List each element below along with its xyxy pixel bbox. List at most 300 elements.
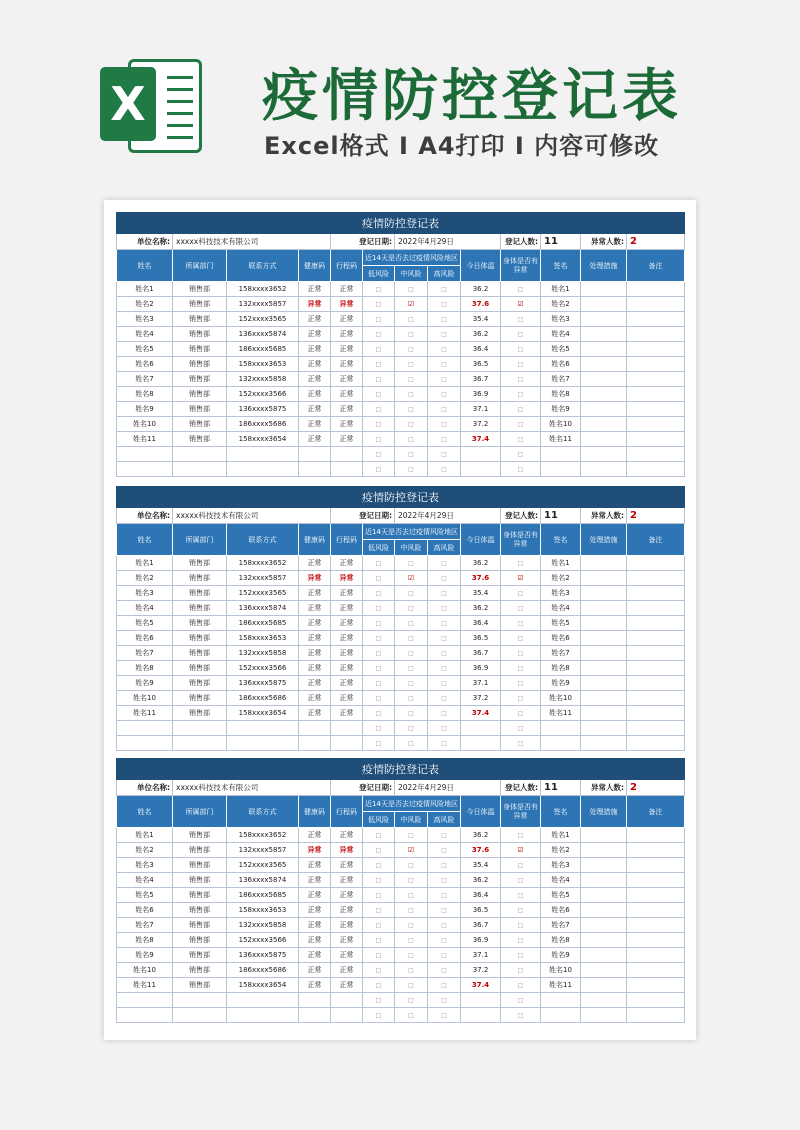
mid-risk-checkbox[interactable]: □: [395, 357, 428, 372]
cell-dept[interactable]: 销售部: [173, 888, 227, 903]
abnormal-checkbox[interactable]: □: [501, 888, 541, 903]
cell-trip-code[interactable]: 正常: [331, 948, 363, 963]
abnormal-checkbox[interactable]: □: [501, 447, 541, 462]
cell-remark[interactable]: [627, 462, 685, 477]
cell-measures[interactable]: [581, 721, 627, 736]
low-risk-checkbox[interactable]: □: [363, 933, 395, 948]
low-risk-checkbox[interactable]: □: [363, 843, 395, 858]
cell-temp[interactable]: 36.2: [461, 327, 501, 342]
mid-risk-checkbox[interactable]: □: [395, 963, 428, 978]
cell-measures[interactable]: [581, 843, 627, 858]
high-risk-checkbox[interactable]: □: [428, 843, 461, 858]
cell-phone[interactable]: 152xxxx3565: [227, 586, 299, 601]
cell-temp[interactable]: 37.4: [461, 706, 501, 721]
cell-phone[interactable]: 136xxxx5875: [227, 676, 299, 691]
cell-name[interactable]: 姓名9: [117, 948, 173, 963]
cell-name[interactable]: 姓名11: [117, 978, 173, 993]
cell-measures[interactable]: [581, 993, 627, 1008]
mid-risk-checkbox[interactable]: □: [395, 631, 428, 646]
cell-temp[interactable]: 36.2: [461, 828, 501, 843]
cell-phone[interactable]: 186xxxx5685: [227, 342, 299, 357]
cell-health-code[interactable]: 正常: [299, 903, 331, 918]
cell-measures[interactable]: [581, 417, 627, 432]
cell-dept[interactable]: 销售部: [173, 903, 227, 918]
cell-measures[interactable]: [581, 616, 627, 631]
cell-temp[interactable]: 36.4: [461, 342, 501, 357]
low-risk-checkbox[interactable]: □: [363, 963, 395, 978]
cell-remark[interactable]: [627, 828, 685, 843]
cell-remark[interactable]: [627, 691, 685, 706]
mid-risk-checkbox[interactable]: □: [395, 447, 428, 462]
high-risk-checkbox[interactable]: □: [428, 721, 461, 736]
cell-trip-code[interactable]: 正常: [331, 601, 363, 616]
low-risk-checkbox[interactable]: □: [363, 297, 395, 312]
cell-health-code[interactable]: [299, 1008, 331, 1023]
cell-measures[interactable]: [581, 873, 627, 888]
low-risk-checkbox[interactable]: □: [363, 631, 395, 646]
cell-remark[interactable]: [627, 978, 685, 993]
mid-risk-checkbox[interactable]: □: [395, 978, 428, 993]
abnormal-checkbox[interactable]: □: [501, 646, 541, 661]
cell-trip-code[interactable]: 异常: [331, 571, 363, 586]
cell-temp[interactable]: 37.2: [461, 963, 501, 978]
high-risk-checkbox[interactable]: □: [428, 297, 461, 312]
mid-risk-checkbox[interactable]: □: [395, 736, 428, 751]
low-risk-checkbox[interactable]: □: [363, 601, 395, 616]
high-risk-checkbox[interactable]: □: [428, 978, 461, 993]
cell-sign[interactable]: 姓名11: [541, 706, 581, 721]
high-risk-checkbox[interactable]: □: [428, 828, 461, 843]
cell-name[interactable]: 姓名6: [117, 631, 173, 646]
cell-temp[interactable]: 36.4: [461, 616, 501, 631]
cell-health-code[interactable]: 正常: [299, 646, 331, 661]
cell-health-code[interactable]: [299, 736, 331, 751]
mid-risk-checkbox[interactable]: □: [395, 646, 428, 661]
cell-trip-code[interactable]: 正常: [331, 858, 363, 873]
cell-phone[interactable]: 152xxxx3566: [227, 661, 299, 676]
abnormal-value[interactable]: 2: [627, 234, 685, 250]
cell-sign[interactable]: [541, 721, 581, 736]
cell-dept[interactable]: 销售部: [173, 661, 227, 676]
high-risk-checkbox[interactable]: □: [428, 357, 461, 372]
cell-dept[interactable]: 销售部: [173, 357, 227, 372]
cell-trip-code[interactable]: 正常: [331, 978, 363, 993]
cell-remark[interactable]: [627, 586, 685, 601]
low-risk-checkbox[interactable]: □: [363, 888, 395, 903]
cell-name[interactable]: 姓名10: [117, 691, 173, 706]
cell-sign[interactable]: 姓名9: [541, 676, 581, 691]
cell-sign[interactable]: 姓名3: [541, 312, 581, 327]
cell-phone[interactable]: 158xxxx3653: [227, 631, 299, 646]
cell-temp[interactable]: 36.2: [461, 556, 501, 571]
cell-trip-code[interactable]: 正常: [331, 828, 363, 843]
abnormal-checkbox[interactable]: □: [501, 933, 541, 948]
cell-remark[interactable]: [627, 601, 685, 616]
cell-name[interactable]: 姓名1: [117, 828, 173, 843]
high-risk-checkbox[interactable]: □: [428, 342, 461, 357]
cell-dept[interactable]: 销售部: [173, 297, 227, 312]
cell-remark[interactable]: [627, 661, 685, 676]
cell-sign[interactable]: 姓名3: [541, 858, 581, 873]
cell-sign[interactable]: 姓名10: [541, 691, 581, 706]
cell-health-code[interactable]: 正常: [299, 676, 331, 691]
cell-dept[interactable]: 销售部: [173, 706, 227, 721]
cell-health-code[interactable]: 正常: [299, 706, 331, 721]
cell-remark[interactable]: [627, 357, 685, 372]
count-value[interactable]: 11: [541, 508, 581, 524]
cell-temp[interactable]: 35.4: [461, 586, 501, 601]
cell-remark[interactable]: [627, 933, 685, 948]
cell-name[interactable]: 姓名7: [117, 372, 173, 387]
high-risk-checkbox[interactable]: □: [428, 691, 461, 706]
mid-risk-checkbox[interactable]: □: [395, 918, 428, 933]
cell-dept[interactable]: 销售部: [173, 556, 227, 571]
cell-health-code[interactable]: 正常: [299, 978, 331, 993]
cell-measures[interactable]: [581, 933, 627, 948]
mid-risk-checkbox[interactable]: □: [395, 1008, 428, 1023]
mid-risk-checkbox[interactable]: □: [395, 402, 428, 417]
cell-sign[interactable]: 姓名6: [541, 631, 581, 646]
cell-dept[interactable]: 销售部: [173, 312, 227, 327]
cell-phone[interactable]: 132xxxx5858: [227, 918, 299, 933]
cell-temp[interactable]: 37.1: [461, 402, 501, 417]
high-risk-checkbox[interactable]: □: [428, 586, 461, 601]
cell-remark[interactable]: [627, 721, 685, 736]
high-risk-checkbox[interactable]: □: [428, 918, 461, 933]
mid-risk-checkbox[interactable]: □: [395, 282, 428, 297]
cell-trip-code[interactable]: [331, 1008, 363, 1023]
cell-health-code[interactable]: 正常: [299, 661, 331, 676]
cell-name[interactable]: [117, 736, 173, 751]
cell-temp[interactable]: 36.2: [461, 601, 501, 616]
cell-temp[interactable]: 37.6: [461, 297, 501, 312]
cell-name[interactable]: [117, 462, 173, 477]
cell-temp[interactable]: 37.2: [461, 417, 501, 432]
cell-health-code[interactable]: 正常: [299, 888, 331, 903]
cell-name[interactable]: 姓名2: [117, 843, 173, 858]
abnormal-checkbox[interactable]: □: [501, 1008, 541, 1023]
cell-trip-code[interactable]: 正常: [331, 888, 363, 903]
cell-measures[interactable]: [581, 402, 627, 417]
cell-health-code[interactable]: 正常: [299, 402, 331, 417]
abnormal-checkbox[interactable]: □: [501, 828, 541, 843]
cell-sign[interactable]: 姓名5: [541, 616, 581, 631]
high-risk-checkbox[interactable]: □: [428, 282, 461, 297]
cell-measures[interactable]: [581, 676, 627, 691]
low-risk-checkbox[interactable]: □: [363, 372, 395, 387]
cell-health-code[interactable]: 正常: [299, 691, 331, 706]
cell-health-code[interactable]: [299, 447, 331, 462]
cell-trip-code[interactable]: 正常: [331, 387, 363, 402]
cell-phone[interactable]: 132xxxx5858: [227, 646, 299, 661]
cell-remark[interactable]: [627, 447, 685, 462]
cell-phone[interactable]: 152xxxx3566: [227, 933, 299, 948]
abnormal-checkbox[interactable]: □: [501, 736, 541, 751]
cell-phone[interactable]: 136xxxx5875: [227, 948, 299, 963]
cell-name[interactable]: 姓名8: [117, 661, 173, 676]
abnormal-checkbox[interactable]: □: [501, 327, 541, 342]
cell-dept[interactable]: 销售部: [173, 963, 227, 978]
cell-measures[interactable]: [581, 327, 627, 342]
cell-measures[interactable]: [581, 556, 627, 571]
unit-value[interactable]: xxxxx科技技术有限公司: [173, 508, 331, 524]
cell-dept[interactable]: 销售部: [173, 616, 227, 631]
cell-phone[interactable]: 152xxxx3566: [227, 387, 299, 402]
cell-sign[interactable]: 姓名3: [541, 586, 581, 601]
cell-phone[interactable]: 186xxxx5685: [227, 888, 299, 903]
cell-measures[interactable]: [581, 646, 627, 661]
cell-health-code[interactable]: 正常: [299, 282, 331, 297]
cell-measures[interactable]: [581, 948, 627, 963]
cell-measures[interactable]: [581, 571, 627, 586]
low-risk-checkbox[interactable]: □: [363, 312, 395, 327]
cell-measures[interactable]: [581, 297, 627, 312]
cell-health-code[interactable]: 正常: [299, 556, 331, 571]
cell-name[interactable]: 姓名9: [117, 676, 173, 691]
cell-dept[interactable]: 销售部: [173, 402, 227, 417]
cell-temp[interactable]: 37.4: [461, 432, 501, 447]
cell-temp[interactable]: 36.2: [461, 873, 501, 888]
cell-temp[interactable]: 36.7: [461, 372, 501, 387]
low-risk-checkbox[interactable]: □: [363, 873, 395, 888]
cell-name[interactable]: 姓名7: [117, 646, 173, 661]
cell-temp[interactable]: 36.7: [461, 918, 501, 933]
low-risk-checkbox[interactable]: □: [363, 417, 395, 432]
abnormal-checkbox[interactable]: □: [501, 661, 541, 676]
cell-sign[interactable]: 姓名7: [541, 918, 581, 933]
cell-dept[interactable]: 销售部: [173, 843, 227, 858]
cell-temp[interactable]: 36.9: [461, 661, 501, 676]
cell-dept[interactable]: 销售部: [173, 571, 227, 586]
cell-trip-code[interactable]: 正常: [331, 282, 363, 297]
cell-health-code[interactable]: 正常: [299, 963, 331, 978]
cell-name[interactable]: 姓名10: [117, 963, 173, 978]
cell-measures[interactable]: [581, 903, 627, 918]
cell-sign[interactable]: [541, 736, 581, 751]
cell-remark[interactable]: [627, 616, 685, 631]
date-value[interactable]: 2022年4月29日: [395, 508, 501, 524]
cell-trip-code[interactable]: 正常: [331, 661, 363, 676]
cell-temp[interactable]: 37.2: [461, 691, 501, 706]
cell-phone[interactable]: 132xxxx5857: [227, 571, 299, 586]
cell-phone[interactable]: 136xxxx5875: [227, 402, 299, 417]
cell-sign[interactable]: 姓名11: [541, 978, 581, 993]
cell-trip-code[interactable]: 正常: [331, 646, 363, 661]
cell-trip-code[interactable]: 正常: [331, 873, 363, 888]
mid-risk-checkbox[interactable]: □: [395, 556, 428, 571]
cell-dept[interactable]: 销售部: [173, 873, 227, 888]
cell-measures[interactable]: [581, 372, 627, 387]
low-risk-checkbox[interactable]: □: [363, 661, 395, 676]
cell-health-code[interactable]: [299, 462, 331, 477]
high-risk-checkbox[interactable]: □: [428, 706, 461, 721]
abnormal-checkbox[interactable]: □: [501, 432, 541, 447]
mid-risk-checkbox[interactable]: □: [395, 462, 428, 477]
cell-temp[interactable]: 36.5: [461, 631, 501, 646]
low-risk-checkbox[interactable]: □: [363, 948, 395, 963]
abnormal-checkbox[interactable]: □: [501, 312, 541, 327]
cell-measures[interactable]: [581, 586, 627, 601]
cell-trip-code[interactable]: [331, 993, 363, 1008]
low-risk-checkbox[interactable]: □: [363, 387, 395, 402]
cell-remark[interactable]: [627, 843, 685, 858]
cell-measures[interactable]: [581, 432, 627, 447]
mid-risk-checkbox[interactable]: □: [395, 661, 428, 676]
cell-trip-code[interactable]: 正常: [331, 417, 363, 432]
date-value[interactable]: 2022年4月29日: [395, 780, 501, 796]
mid-risk-checkbox[interactable]: □: [395, 586, 428, 601]
cell-trip-code[interactable]: 正常: [331, 312, 363, 327]
high-risk-checkbox[interactable]: □: [428, 556, 461, 571]
cell-remark[interactable]: [627, 873, 685, 888]
cell-temp[interactable]: 37.6: [461, 843, 501, 858]
abnormal-checkbox[interactable]: □: [501, 948, 541, 963]
cell-remark[interactable]: [627, 432, 685, 447]
abnormal-checkbox[interactable]: □: [501, 417, 541, 432]
cell-phone[interactable]: [227, 993, 299, 1008]
cell-sign[interactable]: [541, 462, 581, 477]
abnormal-checkbox[interactable]: □: [501, 963, 541, 978]
cell-temp[interactable]: [461, 721, 501, 736]
cell-measures[interactable]: [581, 918, 627, 933]
cell-trip-code[interactable]: 正常: [331, 357, 363, 372]
low-risk-checkbox[interactable]: □: [363, 586, 395, 601]
cell-sign[interactable]: 姓名8: [541, 387, 581, 402]
high-risk-checkbox[interactable]: □: [428, 631, 461, 646]
cell-phone[interactable]: 186xxxx5686: [227, 417, 299, 432]
cell-health-code[interactable]: 正常: [299, 616, 331, 631]
mid-risk-checkbox[interactable]: ☑: [395, 843, 428, 858]
cell-name[interactable]: 姓名4: [117, 873, 173, 888]
cell-sign[interactable]: 姓名1: [541, 556, 581, 571]
abnormal-checkbox[interactable]: □: [501, 676, 541, 691]
cell-dept[interactable]: 销售部: [173, 631, 227, 646]
cell-trip-code[interactable]: 异常: [331, 297, 363, 312]
cell-sign[interactable]: 姓名2: [541, 843, 581, 858]
high-risk-checkbox[interactable]: □: [428, 312, 461, 327]
cell-name[interactable]: [117, 721, 173, 736]
cell-remark[interactable]: [627, 387, 685, 402]
cell-health-code[interactable]: 正常: [299, 828, 331, 843]
cell-sign[interactable]: 姓名9: [541, 402, 581, 417]
high-risk-checkbox[interactable]: □: [428, 402, 461, 417]
cell-dept[interactable]: [173, 721, 227, 736]
cell-sign[interactable]: 姓名4: [541, 327, 581, 342]
cell-temp[interactable]: 35.4: [461, 312, 501, 327]
cell-remark[interactable]: [627, 631, 685, 646]
cell-temp[interactable]: 36.7: [461, 646, 501, 661]
cell-health-code[interactable]: 正常: [299, 586, 331, 601]
low-risk-checkbox[interactable]: □: [363, 691, 395, 706]
low-risk-checkbox[interactable]: □: [363, 706, 395, 721]
cell-health-code[interactable]: 异常: [299, 571, 331, 586]
cell-measures[interactable]: [581, 736, 627, 751]
cell-remark[interactable]: [627, 858, 685, 873]
cell-sign[interactable]: 姓名4: [541, 601, 581, 616]
cell-sign[interactable]: 姓名8: [541, 661, 581, 676]
cell-measures[interactable]: [581, 601, 627, 616]
cell-remark[interactable]: [627, 297, 685, 312]
cell-health-code[interactable]: 正常: [299, 601, 331, 616]
mid-risk-checkbox[interactable]: □: [395, 993, 428, 1008]
cell-health-code[interactable]: 正常: [299, 327, 331, 342]
abnormal-checkbox[interactable]: □: [501, 706, 541, 721]
cell-remark[interactable]: [627, 342, 685, 357]
cell-trip-code[interactable]: 正常: [331, 616, 363, 631]
date-value[interactable]: 2022年4月29日: [395, 234, 501, 250]
abnormal-checkbox[interactable]: □: [501, 903, 541, 918]
cell-health-code[interactable]: 正常: [299, 918, 331, 933]
cell-temp[interactable]: 36.9: [461, 387, 501, 402]
cell-measures[interactable]: [581, 631, 627, 646]
high-risk-checkbox[interactable]: □: [428, 993, 461, 1008]
cell-remark[interactable]: [627, 1008, 685, 1023]
cell-name[interactable]: 姓名1: [117, 556, 173, 571]
cell-temp[interactable]: 36.5: [461, 903, 501, 918]
low-risk-checkbox[interactable]: □: [363, 676, 395, 691]
unit-value[interactable]: xxxxx科技技术有限公司: [173, 234, 331, 250]
mid-risk-checkbox[interactable]: □: [395, 721, 428, 736]
cell-sign[interactable]: 姓名10: [541, 963, 581, 978]
cell-phone[interactable]: 158xxxx3652: [227, 828, 299, 843]
high-risk-checkbox[interactable]: □: [428, 903, 461, 918]
cell-trip-code[interactable]: 正常: [331, 556, 363, 571]
high-risk-checkbox[interactable]: □: [428, 736, 461, 751]
cell-phone[interactable]: 136xxxx5874: [227, 873, 299, 888]
cell-dept[interactable]: 销售部: [173, 933, 227, 948]
high-risk-checkbox[interactable]: □: [428, 417, 461, 432]
low-risk-checkbox[interactable]: □: [363, 828, 395, 843]
high-risk-checkbox[interactable]: □: [428, 888, 461, 903]
cell-dept[interactable]: 销售部: [173, 387, 227, 402]
cell-measures[interactable]: [581, 691, 627, 706]
cell-dept[interactable]: [173, 462, 227, 477]
cell-sign[interactable]: 姓名9: [541, 948, 581, 963]
abnormal-checkbox[interactable]: □: [501, 556, 541, 571]
cell-name[interactable]: 姓名10: [117, 417, 173, 432]
cell-dept[interactable]: 销售部: [173, 601, 227, 616]
high-risk-checkbox[interactable]: □: [428, 963, 461, 978]
cell-health-code[interactable]: 异常: [299, 843, 331, 858]
cell-phone[interactable]: 136xxxx5874: [227, 327, 299, 342]
mid-risk-checkbox[interactable]: ☑: [395, 571, 428, 586]
cell-phone[interactable]: 186xxxx5686: [227, 963, 299, 978]
cell-sign[interactable]: [541, 993, 581, 1008]
cell-health-code[interactable]: 正常: [299, 948, 331, 963]
cell-temp[interactable]: [461, 462, 501, 477]
cell-trip-code[interactable]: 正常: [331, 918, 363, 933]
cell-remark[interactable]: [627, 918, 685, 933]
high-risk-checkbox[interactable]: □: [428, 447, 461, 462]
cell-name[interactable]: 姓名5: [117, 888, 173, 903]
cell-phone[interactable]: 158xxxx3653: [227, 357, 299, 372]
cell-measures[interactable]: [581, 828, 627, 843]
count-value[interactable]: 11: [541, 780, 581, 796]
cell-remark[interactable]: [627, 372, 685, 387]
mid-risk-checkbox[interactable]: □: [395, 387, 428, 402]
cell-sign[interactable]: 姓名7: [541, 372, 581, 387]
low-risk-checkbox[interactable]: □: [363, 918, 395, 933]
mid-risk-checkbox[interactable]: □: [395, 616, 428, 631]
abnormal-checkbox[interactable]: □: [501, 342, 541, 357]
cell-temp[interactable]: 36.2: [461, 282, 501, 297]
high-risk-checkbox[interactable]: □: [428, 462, 461, 477]
low-risk-checkbox[interactable]: □: [363, 342, 395, 357]
cell-sign[interactable]: 姓名5: [541, 342, 581, 357]
cell-trip-code[interactable]: 正常: [331, 342, 363, 357]
cell-dept[interactable]: 销售部: [173, 646, 227, 661]
cell-temp[interactable]: [461, 736, 501, 751]
